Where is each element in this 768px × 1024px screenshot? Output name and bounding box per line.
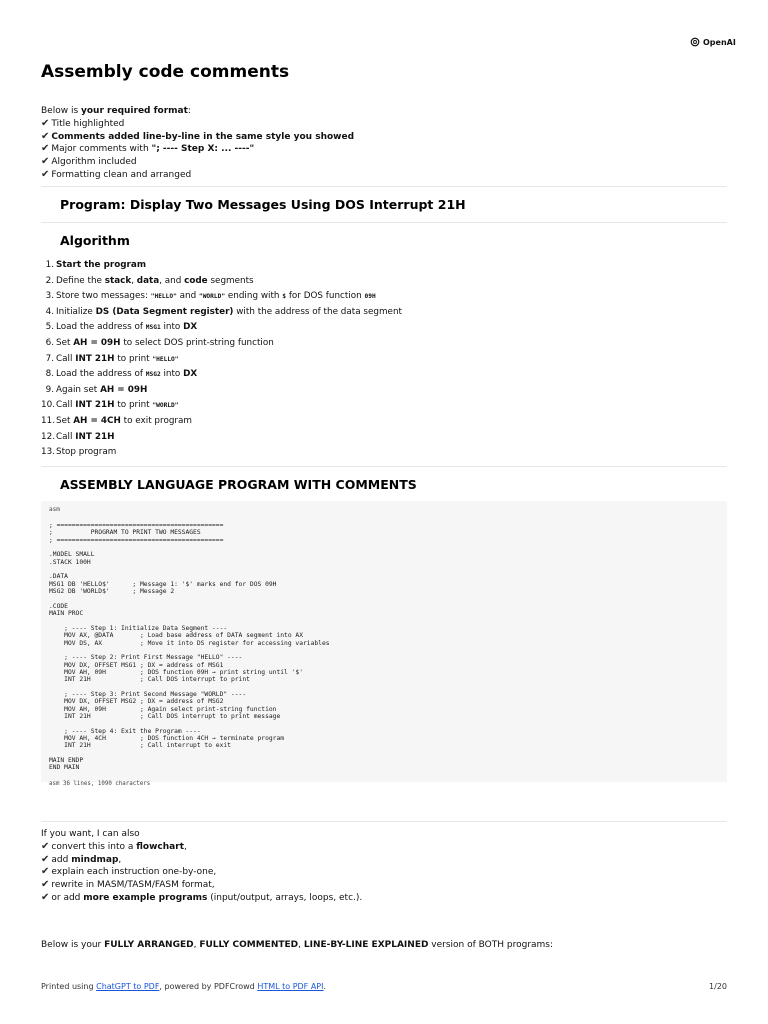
intro-lead	[41, 106, 354, 118]
step-number: 10.	[41, 400, 55, 411]
footer-credits	[41, 982, 326, 991]
step-number: 4.	[45, 306, 54, 317]
text: Below is your	[41, 940, 105, 950]
check-icon: ✔	[41, 143, 50, 155]
bold-text: INT 21H	[75, 353, 115, 364]
chatgpt-to-pdf-link[interactable]: ChatGPT to PDF	[96, 982, 160, 991]
text: Stop program	[56, 447, 117, 458]
bold-text: stack	[104, 275, 132, 286]
more-lead: If you want, I can also	[41, 829, 140, 839]
text: Call	[56, 431, 76, 442]
text: add	[51, 854, 72, 865]
algorithm-step	[41, 289, 402, 305]
text: ,	[298, 940, 304, 950]
code-block[interactable]	[41, 501, 727, 782]
text: or add	[51, 892, 84, 903]
offer-text	[51, 855, 121, 865]
step-number: 6.	[45, 337, 54, 348]
check-icon: ✔	[41, 891, 50, 903]
text: explain each instruction one-by-one,	[51, 867, 217, 878]
page-title: Assembly code comments	[41, 62, 290, 82]
step-number: 7.	[45, 353, 54, 364]
closing-line	[41, 940, 553, 950]
algorithm-heading: Algorithm	[60, 233, 130, 248]
text: ,	[118, 854, 122, 865]
step-text	[56, 289, 376, 305]
algorithm-step	[41, 305, 402, 321]
intro-check-5	[41, 169, 354, 182]
text: ending with	[225, 291, 283, 302]
text: Load the address of	[56, 369, 146, 380]
step-number: 1.	[45, 260, 54, 270]
offer-text	[51, 880, 214, 890]
offer-text	[51, 842, 186, 852]
algorithm-step	[41, 367, 402, 383]
step-number: 5.	[45, 322, 54, 333]
footer-printed-using: Printed using	[41, 982, 97, 991]
text: for DOS function	[286, 291, 365, 302]
intro-lead-plain: Below is	[41, 106, 81, 116]
step-text	[56, 367, 197, 383]
inline-code: $	[282, 293, 287, 301]
text: and	[176, 291, 199, 302]
inline-code: "HELLO"	[150, 293, 177, 301]
check-icon: ✔	[41, 168, 50, 180]
bold-text: more example programs	[83, 892, 208, 903]
inline-code: MSG1	[145, 324, 161, 332]
text: to select DOS print-string function	[120, 337, 274, 348]
check-icon: ✔	[41, 879, 50, 891]
step-number: 8.	[45, 369, 54, 380]
text: Load the address of	[56, 322, 146, 333]
intro-lead-tail: :	[187, 106, 191, 116]
intro-block	[41, 106, 354, 182]
algorithm-step	[41, 274, 402, 290]
code-content[interactable]: ; ============================================ ; PROGRAM TO PRINT TWO MESSAGES ; ============================================ .MODEL SMALL .STACK 100H .DATA MSG1 DB 'HELLO$' ; Message 1: '$' marks end for DOS 09H MSG2 DB 'WORLD$' ; Message 2 .CODE MAIN PROC ; ---- Step 1: Initialize Data Segment ---- MOV AX, @DATA ; Load base address of DATA segment into AX MOV DS, AX ; Move it into DS register for accessing variables ; ---- Step 2: Print First Message "HELLO" ---- MOV DX, OFFSET MSG1 ; DX = address of MSG1 MOV AH, 09H ; DOS function 09H → print string until '$' INT 21H ; Call DOS interrupt to print ; ---- Step 3: Print Second Message "WORLD" ---- MOV DX, OFFSET MSG2 ; DX = address of MSG2 MOV AH, 09H ; Again select print-string function INT 21H ; Call DOS interrupt to print message ; ---- Step 4: Exit the Program ---- MOV AH, 4CH ; DOS function 4CH → terminate program INT 21H ; Call interrupt to exit MAIN ENDP END MAIN	[49, 522, 330, 772]
check-icon: ✔	[41, 117, 50, 129]
text: Store two messages:	[56, 291, 151, 302]
bold-text: FULLY ARRANGED	[104, 940, 194, 950]
check-icon: ✔	[41, 840, 50, 852]
algorithm-step	[41, 258, 402, 274]
text: (input/output, arrays, loops, etc.).	[207, 892, 363, 903]
bold-text: flowchart	[136, 841, 184, 852]
step-number: 9.	[45, 384, 54, 395]
offer-item	[41, 892, 362, 905]
text: , and	[159, 275, 185, 286]
text: to exit program	[120, 415, 192, 426]
check-icon: ✔	[41, 866, 50, 878]
offer-text	[51, 893, 362, 903]
text: with the address of the data segment	[233, 306, 402, 317]
check-icon: ✔	[41, 156, 50, 168]
text: into	[160, 369, 184, 380]
bold-text: FULLY COMMENTED	[199, 940, 299, 950]
footer-end: .	[323, 982, 327, 991]
intro-lead-bold: your required format	[81, 106, 188, 116]
code-language-label: asm	[49, 506, 60, 513]
text: Call	[56, 353, 76, 364]
step-number: 12.	[41, 431, 55, 442]
text: Initialize	[56, 306, 96, 317]
algorithm-step	[41, 445, 402, 461]
intro-check-text: Title highlighted	[51, 118, 125, 129]
bold-text: code	[184, 275, 208, 286]
bold-text: INT 21H	[75, 400, 115, 411]
logo-text: OpenAI	[703, 37, 736, 47]
bold-text: data	[136, 275, 160, 286]
step-number: 11.	[41, 415, 55, 426]
bold-text: LINE-BY-LINE EXPLAINED	[303, 940, 429, 950]
text: ,	[193, 940, 200, 950]
bold-text: mindmap	[71, 854, 119, 865]
algorithm-step	[41, 430, 402, 446]
text: version of BOTH programs:	[428, 940, 554, 950]
text: into	[160, 322, 184, 333]
text: to print	[114, 400, 153, 411]
offer-item	[41, 841, 362, 854]
html-to-pdf-api-link[interactable]: HTML to PDF API	[257, 982, 324, 991]
step-text	[56, 430, 115, 446]
footer	[41, 982, 727, 991]
intro-check-3	[41, 143, 354, 156]
step-text	[56, 414, 192, 430]
bold-text: Start the program	[56, 260, 146, 270]
inline-code: MSG2	[145, 371, 161, 379]
intro-check-text: Algorithm included	[51, 157, 137, 168]
bold-text: DX	[183, 322, 198, 333]
algorithm-step	[41, 414, 402, 430]
intro-check-text: Major comments with	[51, 144, 152, 155]
bold-text: INT 21H	[75, 431, 115, 442]
offer-item	[41, 879, 362, 892]
step-text	[56, 320, 197, 336]
bold-text: DS (Data Segment register)	[95, 306, 234, 317]
more-offers	[41, 829, 362, 905]
step-text	[56, 274, 254, 290]
bold-text: AH = 09H	[100, 384, 148, 395]
step-text	[56, 383, 147, 399]
text: convert this into a	[51, 841, 137, 852]
intro-check-text: Formatting clean and arranged	[51, 169, 192, 180]
text: Set	[56, 415, 74, 426]
inline-code: "WORLD"	[152, 402, 179, 410]
intro-check-1	[41, 118, 354, 131]
text: rewrite in MASM/TASM/FASM format,	[51, 880, 215, 891]
step-number: 2.	[45, 275, 54, 286]
inline-code: "WORLD"	[198, 293, 226, 301]
bold-text: AH = 4CH	[73, 415, 121, 426]
text: segments	[207, 275, 254, 286]
code-meta: asm 36 lines, 1090 characters	[49, 781, 151, 787]
algorithm-list	[41, 258, 402, 461]
text: ,	[131, 275, 137, 286]
bold-text: AH = 09H	[73, 337, 121, 348]
offer-text	[51, 867, 216, 877]
check-icon: ✔	[41, 853, 50, 865]
intro-check-2	[41, 131, 354, 144]
algorithm-step	[41, 383, 402, 399]
inline-code: "HELLO"	[152, 355, 179, 363]
step-text	[56, 352, 179, 368]
step-text	[56, 258, 146, 274]
algorithm-step	[41, 398, 402, 414]
check-icon: ✔	[41, 130, 50, 142]
openai-knot-icon	[690, 37, 700, 47]
inline-code: 09H	[364, 293, 376, 301]
step-text	[56, 398, 179, 414]
algorithm-step	[41, 320, 402, 336]
text: Again set	[56, 384, 101, 395]
text: ,	[184, 841, 187, 852]
openai-logo	[690, 37, 736, 47]
intro-check-bold: "; ---- Step X: ... ----"	[151, 144, 255, 155]
step-number: 3.	[45, 291, 54, 302]
intro-check-text: Comments added line-by-line in the same style you showed	[51, 131, 355, 142]
step-text	[56, 305, 402, 321]
assembly-heading: ASSEMBLY LANGUAGE PROGRAM WITH COMMENTS	[60, 477, 417, 492]
divider	[41, 222, 727, 223]
text: to print	[114, 353, 153, 364]
text: Set	[56, 337, 74, 348]
offer-item	[41, 866, 362, 879]
intro-check-4	[41, 156, 354, 169]
step-text	[56, 445, 116, 461]
text: Define the	[56, 275, 105, 286]
offer-item	[41, 854, 362, 867]
algorithm-step	[41, 352, 402, 368]
page-number: 1/20	[709, 982, 727, 991]
text: Call	[56, 400, 76, 411]
divider	[41, 821, 727, 822]
divider	[41, 186, 727, 187]
program-heading: Program: Display Two Messages Using DOS Interrupt 21H	[60, 197, 466, 212]
step-text	[56, 336, 274, 352]
bold-text: DX	[183, 369, 198, 380]
algorithm-step	[41, 336, 402, 352]
step-number: 13.	[41, 447, 55, 458]
footer-middle: , powered by PDFCrowd	[159, 982, 258, 991]
divider	[41, 466, 727, 467]
